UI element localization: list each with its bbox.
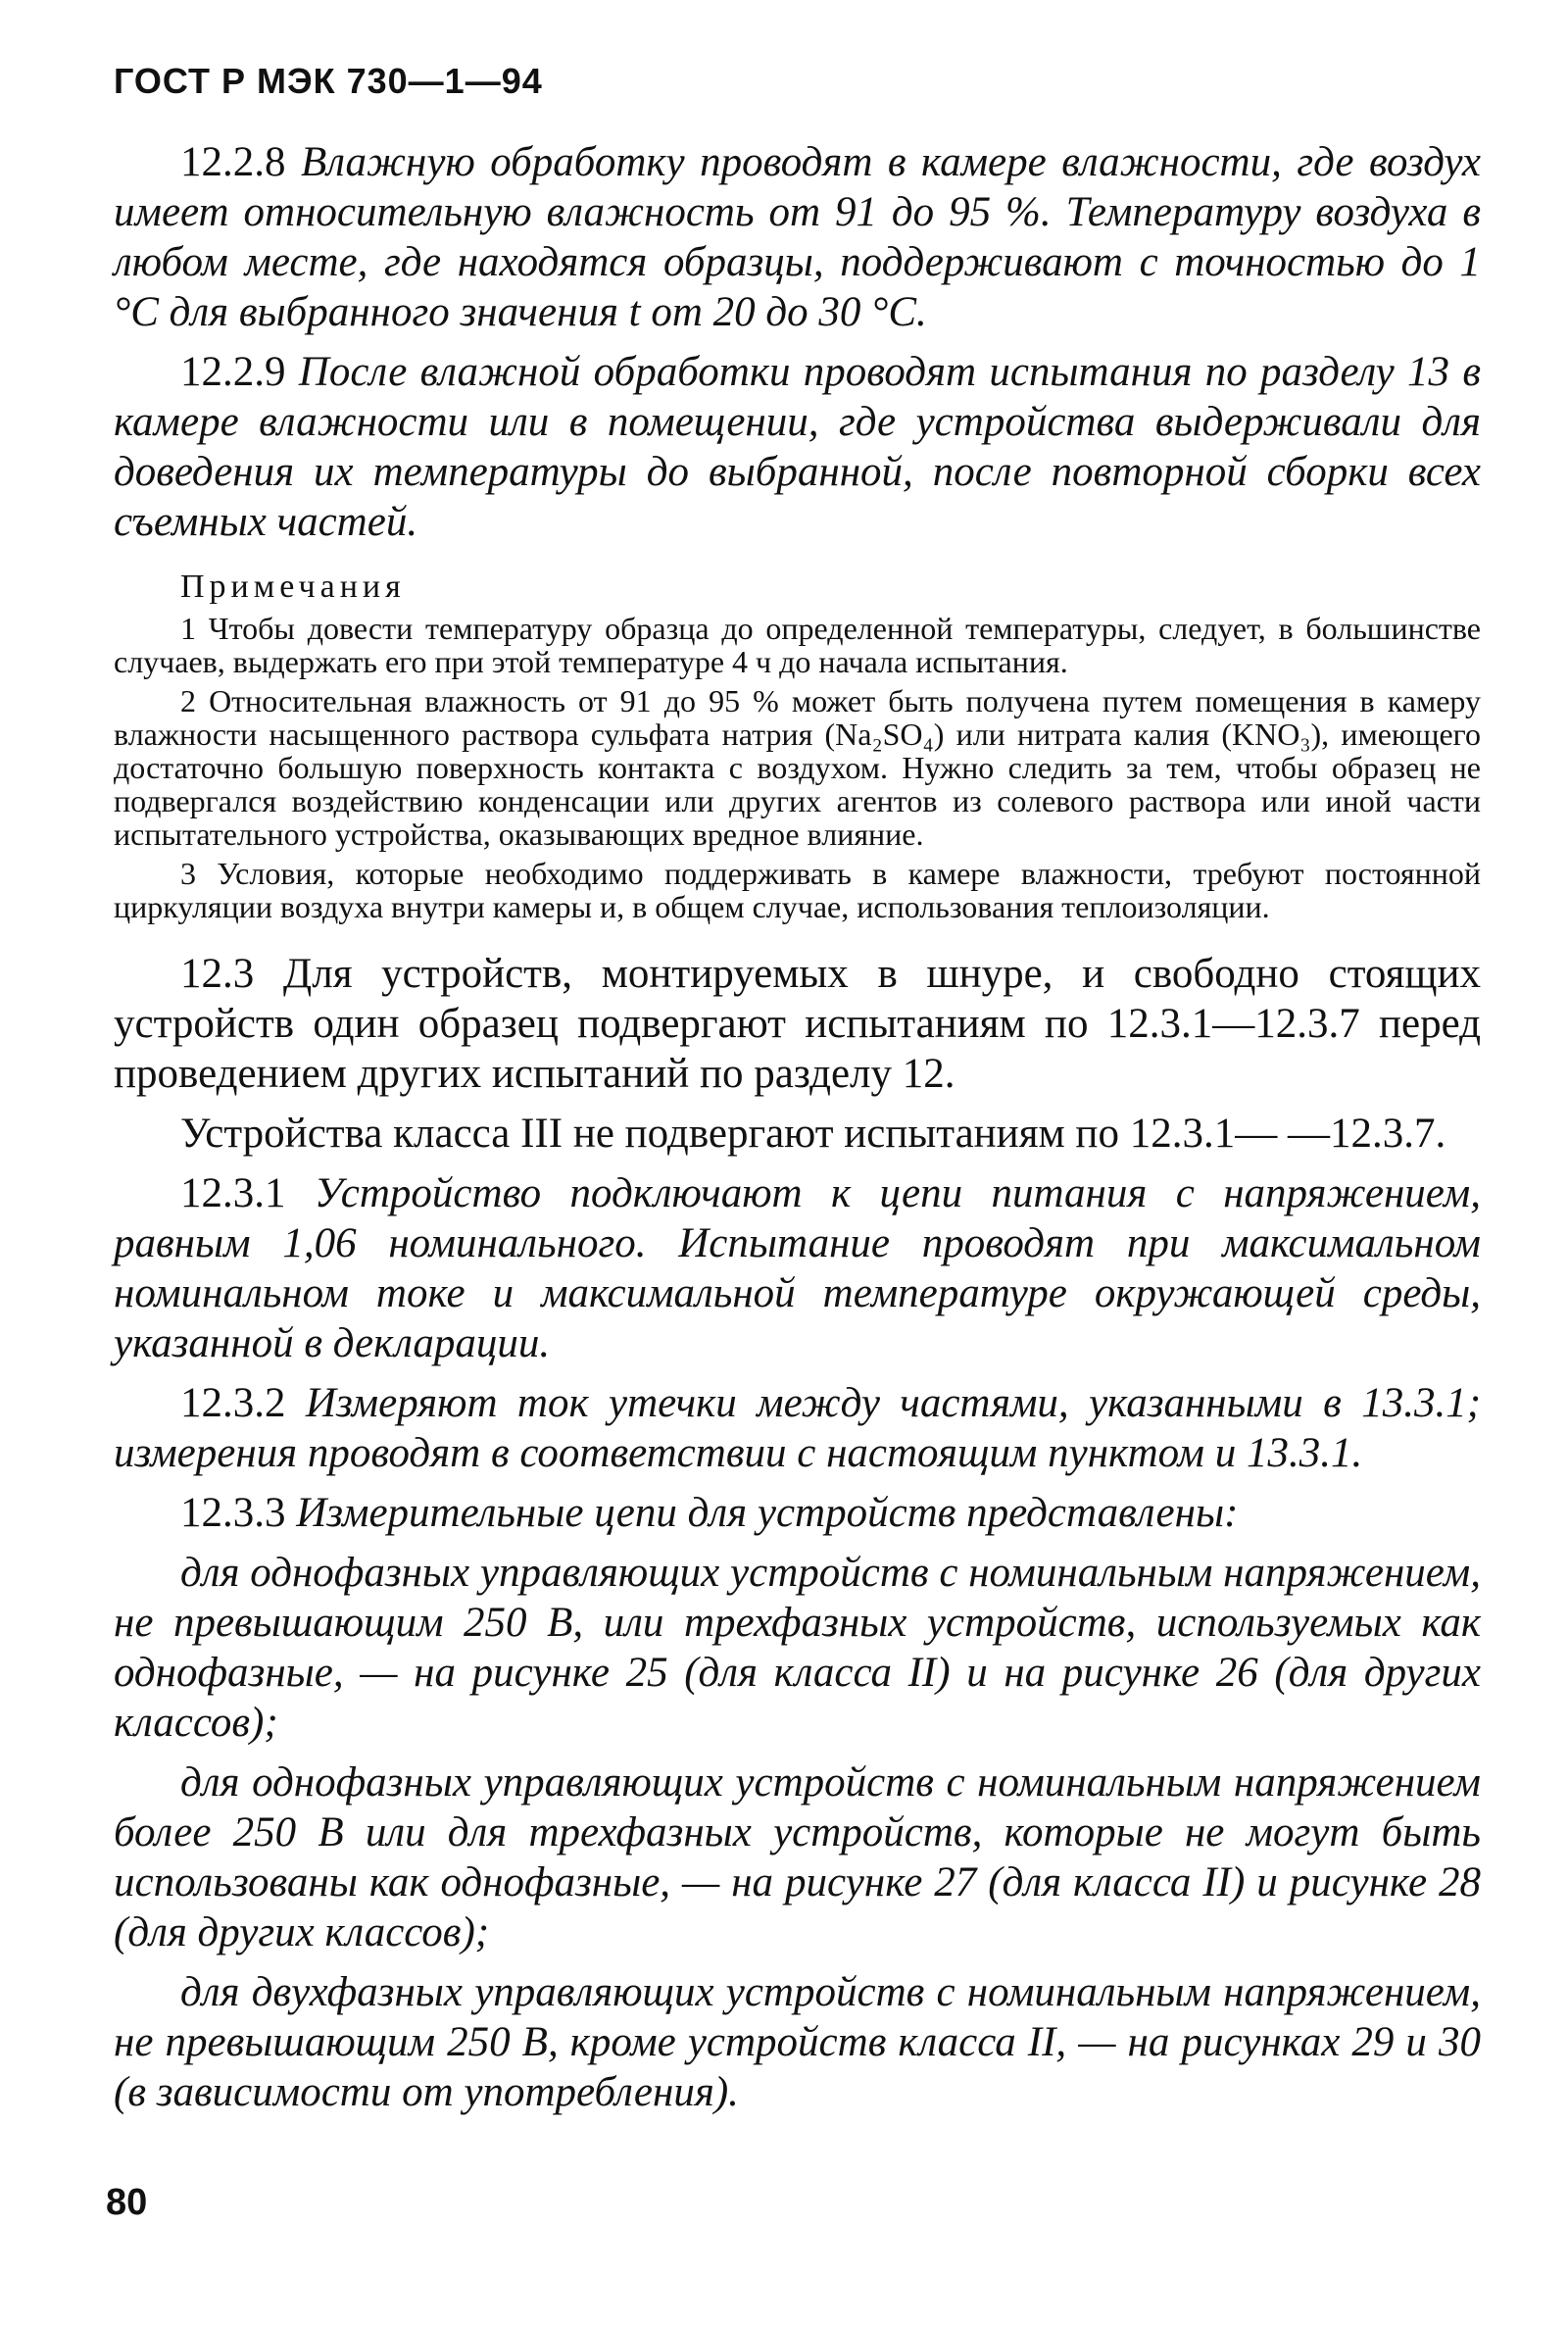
page-number: 80 [106,2182,148,2223]
list-item: для однофазных управляющих устройств с номинальным напряжением, не превышающим 250 В, или трехфазных устройств, используемых как однофазные, — на рисунке 25 (для класса II) и на рисунке 26 (для других классов); [114,1550,1481,1746]
list-item: для двухфазных управляющих устройств с номинальным напряжением, не превышающим 250 В, кроме устройств класса II, — на рисунках 29 и 30 (в зависимости от употребления). [114,1969,1481,2115]
clause-text: Измерительные цепи для устройств представлены: [296,1490,1239,1536]
note-3: 3 Условия, которые необходимо поддерживать в камере влажности, требуют постоянной циркуляции воздуха внутри камеры и, в общем случае, использования теплоизоляции. [114,856,1481,924]
clause-12-3-2 [114,1378,1481,1478]
note-2: 2 Относительная влажность от 91 до 95 % может быть получена путем помещения в камеру влажности насыщенного раствора сульфата натрия (Na₂SO₄) или нитрата калия (KNO₃), имеющего достаточно большую поверхность контакта с воздухом. Нужно следить за тем, чтобы образец не подвергался воздействию конденсации или других агентов из солевого раствора или иной части испытательного устройства, оказывающих вредное влияние. [114,683,1481,852]
clause-12-3-3 [114,1488,1481,1538]
clause-number: 12.2.9 [180,349,286,395]
clause-text: Влажную обработку проводят в камере влажности, где воздух имеет относительную влажность от 91 до 95 %. Температуру воздуха в любом месте, где находятся образцы, поддерживают с точностью до 1 °C для выбранного значения t от 20 до 30 °C. [114,139,1481,335]
clause-text: После влажной обработки проводят испытания по разделу 13 в камере влажности или в помещении, где устройства выдерживали для доведения их температуры до выбранной, после повторной сборки всех съемных частей. [114,349,1481,545]
clause-12-2-8 [114,137,1481,337]
class-3-exception: Устройства класса III не подвергают испытаниям по 12.3.1— —12.3.7. [180,1111,1446,1157]
document-body [114,137,1481,2117]
clause-number: 12.3.1 [180,1170,286,1216]
list-item: для однофазных управляющих устройств с номинальным напряжением более 250 В или для трехфазных устройств, которые не могут быть использованы как однофазные, — на рисунке 27 (для класса II) и рисунке 28 (для других классов); [114,1759,1481,1955]
clause-number: 12.2.8 [180,139,286,185]
document-header: ГОСТ Р МЭК 730—1—94 [114,61,543,101]
clause-12-3-1 [114,1168,1481,1368]
clause-12-2-9 [114,347,1481,547]
clause-number: 12.3.3 [180,1490,286,1536]
note-1: 1 Чтобы довести температуру образца до определенной температуры, следует, в большинстве случаев, выдержать его при этой температуре 4 ч до начала испытания. [114,611,1481,679]
notes-title: Примечания [180,569,406,605]
clause-text: Измеряют ток утечки между частями, указанными в 13.3.1; измерения проводят в соответствии с настоящим пунктом и 13.3.1. [114,1380,1482,1476]
clause-12-3: 12.3 Для устройств, монтируемых в шнуре, и свободно стоящих устройств один образец подвергают испытаниям по 12.3.1—12.3.7 перед проведением других испытаний по разделу 12. [114,951,1481,1097]
clause-text: Устройство подключают к цепи питания с напряжением, равным 1,06 номинального. Испытание проводят при максимальном номинальном токе и максимальной температуре окружающей среды, указанной в декларации. [114,1170,1481,1366]
clause-number: 12.3.2 [180,1380,286,1426]
